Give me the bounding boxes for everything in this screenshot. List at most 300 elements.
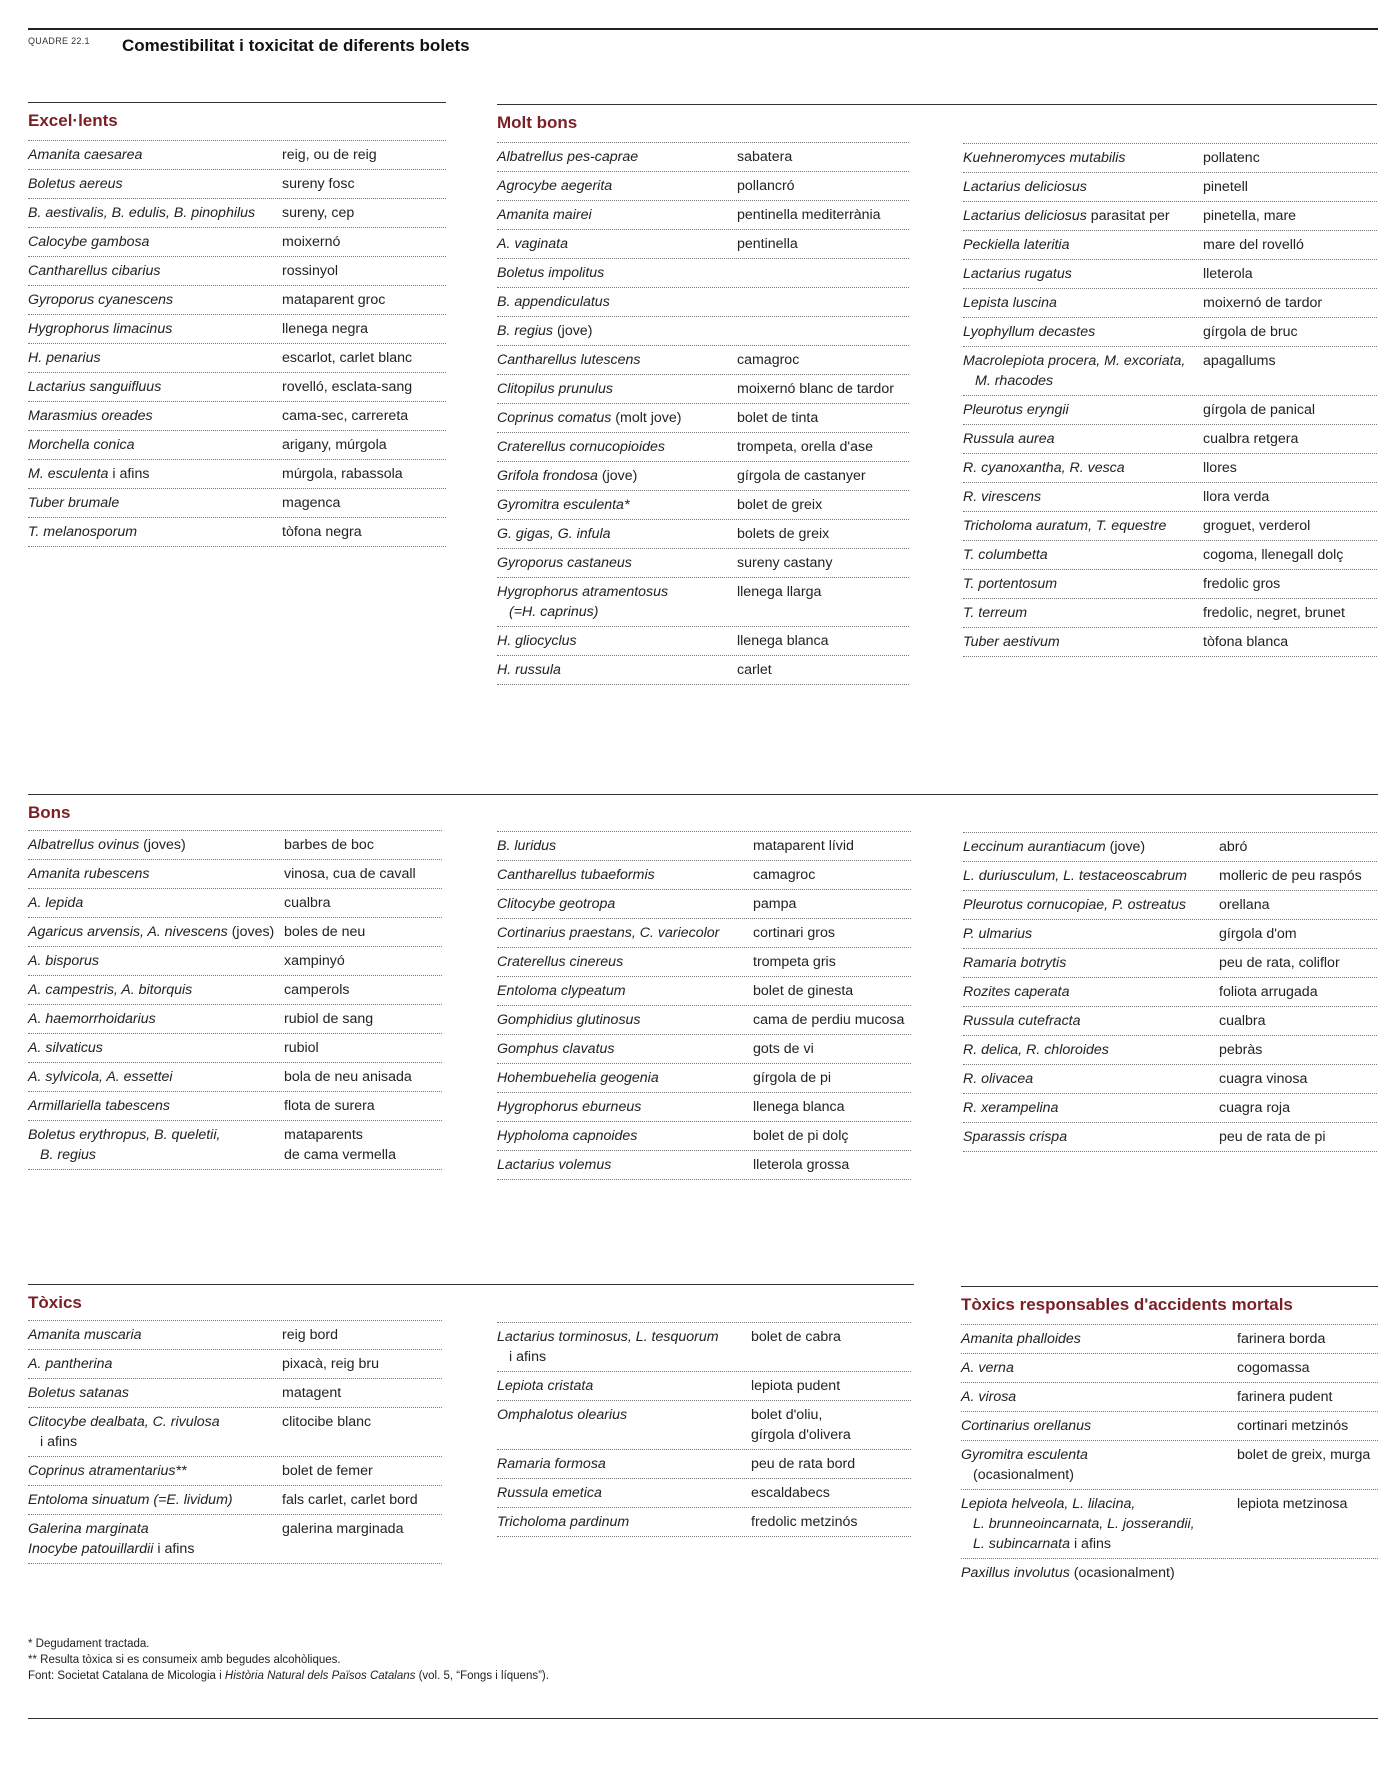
species-name: Russula emetica (497, 1485, 602, 1501)
species-name: Tricholoma pardinum (497, 1514, 630, 1530)
species-name: Amanita mairei (497, 207, 592, 223)
table-row (961, 1559, 1378, 1587)
table-row (497, 1122, 911, 1151)
table-row (963, 1123, 1377, 1152)
section-title: Tòxics responsables d'accidents mortals (961, 1295, 1293, 1314)
table-row (963, 260, 1377, 289)
common-name: pentinella (737, 236, 798, 252)
table-row (497, 919, 911, 948)
common-name: cortinari metzinós (1237, 1418, 1349, 1434)
table-number: QUADRE 22.1 (28, 36, 90, 46)
table-row (497, 462, 909, 491)
table-row (28, 431, 446, 460)
species-name: R. delica, R. chloroides (963, 1042, 1109, 1058)
table-row (28, 1063, 442, 1092)
common-name: molleric de peu raspós (1219, 868, 1362, 884)
common-name: mataparent groc (282, 292, 386, 308)
species-name: Lactarius deliciosus parasitat per (963, 208, 1170, 224)
table-row (497, 259, 909, 288)
table-row (963, 289, 1377, 318)
common-name: gírgola de castanyer (737, 468, 866, 484)
species-name: Cortinarius praestans, C. variecolor (497, 925, 720, 941)
table-row (963, 454, 1377, 483)
species-name: Hypholoma capnoides (497, 1128, 638, 1144)
section-title: Molt bons (497, 113, 578, 132)
common-name: lleterola (1203, 266, 1253, 282)
species-name: Lactarius rugatus (963, 266, 1072, 282)
species-name: Entoloma clypeatum (497, 983, 626, 999)
table-row (28, 1486, 442, 1515)
common-name: moixernó (282, 234, 341, 250)
common-name: moixernó de tardor (1203, 295, 1323, 311)
table-row (28, 1092, 442, 1121)
common-name: bolets de greix (737, 526, 830, 542)
table-row (963, 318, 1377, 347)
common-name: bolet de cabra (751, 1329, 841, 1345)
common-name: bolet de femer (282, 1463, 373, 1479)
bons-list-3 (963, 832, 1377, 1152)
toxics-mortals-list (961, 1324, 1378, 1587)
common-name: gots de vi (753, 1041, 814, 1057)
species-name: Tricholoma auratum, T. equestre (963, 518, 1167, 534)
species-name: Hygrophorus eburneus (497, 1099, 642, 1115)
table-row (497, 520, 909, 549)
table-row (963, 202, 1377, 231)
bons-list-1 (28, 830, 442, 1170)
table-row (28, 373, 446, 402)
table-row (28, 402, 446, 431)
species-name: Amanita phalloides (961, 1331, 1081, 1347)
species-name: Gomphidius glutinosus (497, 1012, 641, 1028)
common-name: tòfona blanca (1203, 634, 1289, 650)
footnotes (28, 1636, 549, 1684)
species-name: Amanita rubescens (28, 866, 150, 882)
species-name: Calocybe gambosa (28, 234, 150, 250)
section-title: Bons (28, 803, 71, 822)
species-name: Clitocybe dealbata, C. rivulosa i afins (28, 1414, 220, 1450)
species-name: Russula cutefracta (963, 1013, 1081, 1029)
table-row (497, 1093, 911, 1122)
common-name: gírgola d'om (1219, 926, 1297, 942)
species-name: Cortinarius orellanus (961, 1418, 1092, 1434)
species-name: Amanita muscaria (28, 1327, 142, 1343)
species-name: T. columbetta (963, 547, 1048, 563)
species-name: Peckiella lateritia (963, 237, 1070, 253)
species-name: Gyromitra esculenta* (497, 497, 630, 513)
table-row (497, 143, 909, 172)
species-name: A. vaginata (497, 236, 568, 252)
table-row (497, 288, 909, 317)
table-row (497, 491, 909, 520)
species-name: Omphalotus olearius (497, 1407, 628, 1423)
molt-bons-list-2 (963, 143, 1377, 657)
common-name: cualbra retgera (1203, 431, 1299, 447)
common-name: barbes de boc (284, 837, 374, 853)
common-name: cualbra (1219, 1013, 1266, 1029)
species-name: Grifola frondosa (jove) (497, 468, 638, 484)
table-row (961, 1441, 1378, 1490)
species-name: H. russula (497, 662, 561, 678)
common-name: múrgola, rabassola (282, 466, 403, 482)
species-name: Lactarius volemus (497, 1157, 612, 1173)
common-name: llenega blanca (737, 633, 829, 649)
species-name: T. portentosum (963, 576, 1058, 592)
species-name: Leccinum aurantiacum (jove) (963, 839, 1146, 855)
table-row (28, 976, 442, 1005)
toxics-list-1 (28, 1320, 442, 1564)
common-name: tòfona negra (282, 524, 362, 540)
table-row (963, 920, 1377, 949)
common-name: mare del rovelló (1203, 237, 1304, 253)
table-row (28, 489, 446, 518)
common-name: camagroc (737, 352, 800, 368)
header-rule (28, 28, 1378, 30)
table-row (497, 317, 909, 346)
table-row (961, 1490, 1378, 1559)
species-name: B. aestivalis, B. edulis, B. pinophilus (28, 205, 256, 221)
table-row (497, 346, 909, 375)
species-name: Boletus aereus (28, 176, 123, 192)
table-row (963, 483, 1377, 512)
table-row (963, 231, 1377, 260)
species-name: Lyophyllum decastes (963, 324, 1096, 340)
species-name: Lepiota helveola, L. lilacina, L. brunneoincarnata, L. josserandii, L. subincarnata i afins (961, 1496, 1195, 1552)
common-name: llenega blanca (753, 1099, 845, 1115)
table-row (497, 948, 911, 977)
common-name: bolet de ginesta (753, 983, 854, 999)
common-name: boles de neu (284, 924, 366, 940)
page-title: Comestibilitat i toxicitat de diferents bolets (122, 36, 470, 55)
species-name: T. terreum (963, 605, 1028, 621)
common-name: llora verda (1203, 489, 1270, 505)
species-name: Lactarius sanguifluus (28, 379, 162, 395)
species-name: Albatrellus pes-caprae (497, 149, 639, 165)
species-name: L. duriusculum, L. testaceoscabrum (963, 868, 1187, 884)
common-name: gírgola de panical (1203, 402, 1316, 418)
common-name: pixacà, reig bru (282, 1356, 379, 1372)
common-name: bolet de greix (737, 497, 823, 513)
species-name: Lepiota cristata (497, 1378, 594, 1394)
common-name: rubiol (284, 1040, 319, 1056)
table-row (497, 627, 909, 656)
species-name: Rozites caperata (963, 984, 1070, 1000)
section-molt-bons (497, 104, 1377, 135)
species-name: Tuber aestivum (963, 634, 1060, 650)
common-name: reig, ou de reig (282, 147, 377, 163)
table-row (28, 315, 446, 344)
species-name: R. virescens (963, 489, 1042, 505)
common-name: pentinella mediterrània (737, 207, 881, 223)
species-name: Hygrophorus limacinus (28, 321, 173, 337)
species-name: Sparassis crispa (963, 1129, 1068, 1145)
common-name: peu de rata de pi (1219, 1129, 1326, 1145)
common-name: groguet, verderol (1203, 518, 1311, 534)
table-row (28, 199, 446, 228)
species-name: Paxillus involutus (ocasionalment) (961, 1565, 1175, 1581)
table-row (497, 1479, 911, 1508)
common-name: rubiol de sang (284, 1011, 374, 1027)
species-name: B. luridus (497, 838, 557, 854)
common-name: orellana (1219, 897, 1270, 913)
common-name: cogomassa (1237, 1360, 1310, 1376)
common-name: bolet de pi dolç (753, 1128, 849, 1144)
species-name: Morchella conica (28, 437, 135, 453)
table-row (963, 599, 1377, 628)
species-name: Entoloma sinuatum (=E. lividum) (28, 1492, 233, 1508)
table-row (28, 286, 446, 315)
species-name: Tuber brumale (28, 495, 120, 511)
common-name: pinetell (1203, 179, 1248, 195)
table-row (497, 1450, 911, 1479)
common-name: lepiota metzinosa (1237, 1496, 1348, 1512)
species-name: Lepista luscina (963, 295, 1057, 311)
table-row (28, 344, 446, 373)
common-name: foliota arrugada (1219, 984, 1318, 1000)
table-row (963, 425, 1377, 454)
table-row (963, 891, 1377, 920)
table-row (963, 862, 1377, 891)
species-name: Amanita caesarea (28, 147, 143, 163)
table-row (497, 656, 909, 685)
common-name: sureny castany (737, 555, 833, 571)
species-name: Ramaria botrytis (963, 955, 1067, 971)
species-name: G. gigas, G. infula (497, 526, 611, 542)
table-row (963, 347, 1377, 396)
species-name: A. haemorrhoidarius (28, 1011, 156, 1027)
section-title: Excel·lents (28, 111, 118, 130)
common-name: lleterola grossa (753, 1157, 850, 1173)
table-row (497, 404, 909, 433)
species-name: H. gliocyclus (497, 633, 577, 649)
common-name: escarlot, carlet blanc (282, 350, 413, 366)
table-row (961, 1354, 1378, 1383)
species-name: Coprinus atramentarius** (28, 1463, 187, 1479)
table-row (28, 1457, 442, 1486)
table-row (28, 889, 442, 918)
table-row (28, 860, 442, 889)
common-name: vinosa, cua de cavall (284, 866, 416, 882)
table-row (497, 1035, 911, 1064)
species-name: Gyroporus castaneus (497, 555, 632, 571)
common-name: rovelló, esclata-sang (282, 379, 413, 395)
table-row (28, 1515, 442, 1564)
table-row (497, 1508, 911, 1537)
table-row (497, 1006, 911, 1035)
common-name: llenega negra (282, 321, 368, 337)
table-row (963, 570, 1377, 599)
table-row (963, 833, 1377, 862)
table-row (28, 1121, 442, 1170)
common-name: peu de rata, coliflor (1219, 955, 1340, 971)
species-name: R. xerampelina (963, 1100, 1059, 1116)
table-row (497, 1151, 911, 1180)
table-row (28, 228, 446, 257)
common-name: bolet d'oliu, gírgola d'olivera (751, 1407, 851, 1443)
species-name: B. regius (jove) (497, 323, 593, 339)
species-name: Lactarius torminosus, L. tesquorum i afins (497, 1329, 719, 1365)
toxics-list-2 (497, 1322, 911, 1537)
species-name: M. esculenta i afins (28, 466, 150, 482)
table-row (497, 1323, 911, 1372)
footnote-2: ** Resulta tòxica si es consumeix amb begudes alcohòliques. (28, 1654, 341, 1666)
common-name: pinetella, mare (1203, 208, 1297, 224)
section-toxics-mortals (961, 1286, 1378, 1317)
common-name: pampa (753, 896, 797, 912)
table-row (497, 578, 909, 627)
table-row (963, 949, 1377, 978)
table-row (963, 512, 1377, 541)
species-name: T. melanosporum (28, 524, 138, 540)
table-row (28, 257, 446, 286)
species-name: A. pantherina (28, 1356, 113, 1372)
common-name: rossinyol (282, 263, 338, 279)
species-name: A. verna (961, 1360, 1014, 1376)
molt-bons-list-1 (497, 142, 909, 685)
table-row (28, 918, 442, 947)
common-name: sabatera (737, 149, 793, 165)
species-name: Clitocybe geotropa (497, 896, 616, 912)
table-row (28, 1350, 442, 1379)
bons-list-2 (497, 831, 911, 1180)
footnote-1: * Degudament tractada. (28, 1638, 150, 1650)
table-row (497, 230, 909, 259)
table-row (28, 170, 446, 199)
table-row (28, 141, 446, 170)
common-name: fredolic gros (1203, 576, 1281, 592)
table-row (497, 861, 911, 890)
common-name: reig bord (282, 1327, 338, 1343)
species-name: Cantharellus tubaeformis (497, 867, 655, 883)
species-name: Agaricus arvensis, A. nivescens (joves) (28, 924, 275, 940)
section-toxics (28, 1284, 914, 1315)
table-row (28, 1408, 442, 1457)
section-bons (28, 794, 1378, 825)
common-name: pebràs (1219, 1042, 1263, 1058)
section-title: Tòxics (28, 1293, 82, 1312)
species-name: P. ulmarius (963, 926, 1033, 942)
common-name: magenca (282, 495, 341, 511)
common-name: farinera pudent (1237, 1389, 1333, 1405)
table-row (497, 433, 909, 462)
species-name: Galerina marginata Inocybe patouillardii i afins (28, 1521, 195, 1557)
species-name: Russula aurea (963, 431, 1055, 447)
common-name: gírgola de pi (753, 1070, 832, 1086)
table-row (961, 1412, 1378, 1441)
common-name: cuagra roja (1219, 1100, 1290, 1116)
common-name: abró (1219, 839, 1248, 855)
common-name: arigany, múrgola (282, 437, 387, 453)
common-name: gírgola de bruc (1203, 324, 1298, 340)
common-name: carlet (737, 662, 772, 678)
common-name: pollatenc (1203, 150, 1260, 166)
species-name: R. olivacea (963, 1071, 1034, 1087)
species-name: Macrolepiota procera, M. excoriata, M. rhacodes (963, 353, 1186, 389)
common-name: cogoma, llenegall dolç (1203, 547, 1344, 563)
common-name: galerina marginada (282, 1521, 404, 1537)
common-name: llores (1203, 460, 1237, 476)
common-name: llenega llarga (737, 584, 822, 600)
species-name: Armillariella tabescens (28, 1098, 170, 1114)
common-name: clitocibe blanc (282, 1414, 372, 1430)
common-name: fals carlet, carlet bord (282, 1492, 418, 1508)
table-row (28, 831, 442, 860)
species-name: Albatrellus ovinus (joves) (28, 837, 186, 853)
species-name: A. silvaticus (28, 1040, 103, 1056)
species-name: A. lepida (28, 895, 84, 911)
species-name: Ramaria formosa (497, 1456, 606, 1472)
species-name: Clitopilus prunulus (497, 381, 613, 397)
table-row (963, 1007, 1377, 1036)
common-name: bolet de tinta (737, 410, 819, 426)
common-name: mataparents de cama vermella (284, 1127, 396, 1163)
species-name: Pleurotus cornucopiae, P. ostreatus (963, 897, 1186, 913)
common-name: camagroc (753, 867, 816, 883)
species-name: Craterellus cornucopioides (497, 439, 665, 455)
table-row (963, 628, 1377, 657)
table-row (963, 144, 1377, 173)
table-row (28, 1034, 442, 1063)
species-name: H. penarius (28, 350, 101, 366)
common-name: bolet de greix, murga (1237, 1447, 1371, 1463)
species-name: Hygrophorus atramentosus (=H. caprinus) (497, 584, 669, 620)
table-row (497, 890, 911, 919)
table-row (961, 1325, 1378, 1354)
common-name: moixernó blanc de tardor (737, 381, 894, 397)
common-name: flota de surera (284, 1098, 375, 1114)
common-name: sureny, cep (282, 205, 355, 221)
table-row (28, 1321, 442, 1350)
species-name: Gyroporus cyanescens (28, 292, 174, 308)
table-row (497, 172, 909, 201)
table-row (28, 1005, 442, 1034)
common-name: xampinyó (284, 953, 345, 969)
species-name: Marasmius oreades (28, 408, 153, 424)
common-name: fredolic metzinós (751, 1514, 858, 1530)
common-name: mataparent lívid (753, 838, 854, 854)
table-row (963, 541, 1377, 570)
species-name: B. appendiculatus (497, 294, 610, 310)
species-name: Lactarius deliciosus (963, 179, 1087, 195)
footer-rule (28, 1718, 1378, 1719)
source-note: Font: Societat Catalana de Micologia i Història Natural dels Països Catalans (vol. 5, “Fongs i líquens”). (28, 1670, 549, 1682)
table-row (963, 978, 1377, 1007)
common-name: cualbra (284, 895, 331, 911)
common-name: trompeta, orella d'ase (737, 439, 873, 455)
species-name: Cantharellus lutescens (497, 352, 641, 368)
table-row (963, 1065, 1377, 1094)
table-row (497, 832, 911, 861)
species-name: Boletus erythropus, B. queletii, B. regius (28, 1127, 221, 1163)
table-row (963, 1094, 1377, 1123)
species-name: Coprinus comatus (molt jove) (497, 410, 682, 426)
species-name: Boletus impolitus (497, 265, 605, 281)
species-name: A. virosa (961, 1389, 1017, 1405)
table-row (497, 375, 909, 404)
table-row (963, 173, 1377, 202)
section-excellents (28, 102, 446, 133)
common-name: cama de perdiu mucosa (753, 1012, 905, 1028)
common-name: trompeta gris (753, 954, 836, 970)
species-name: A. bisporus (28, 953, 99, 969)
common-name: lepiota pudent (751, 1378, 841, 1394)
species-name: R. cyanoxantha, R. vesca (963, 460, 1125, 476)
table-row (497, 201, 909, 230)
table-row (497, 1064, 911, 1093)
species-name: Agrocybe aegerita (497, 178, 613, 194)
species-name: Gyromitra esculenta (ocasionalment) (961, 1447, 1088, 1483)
table-row (497, 1372, 911, 1401)
excellents-list (28, 140, 446, 547)
